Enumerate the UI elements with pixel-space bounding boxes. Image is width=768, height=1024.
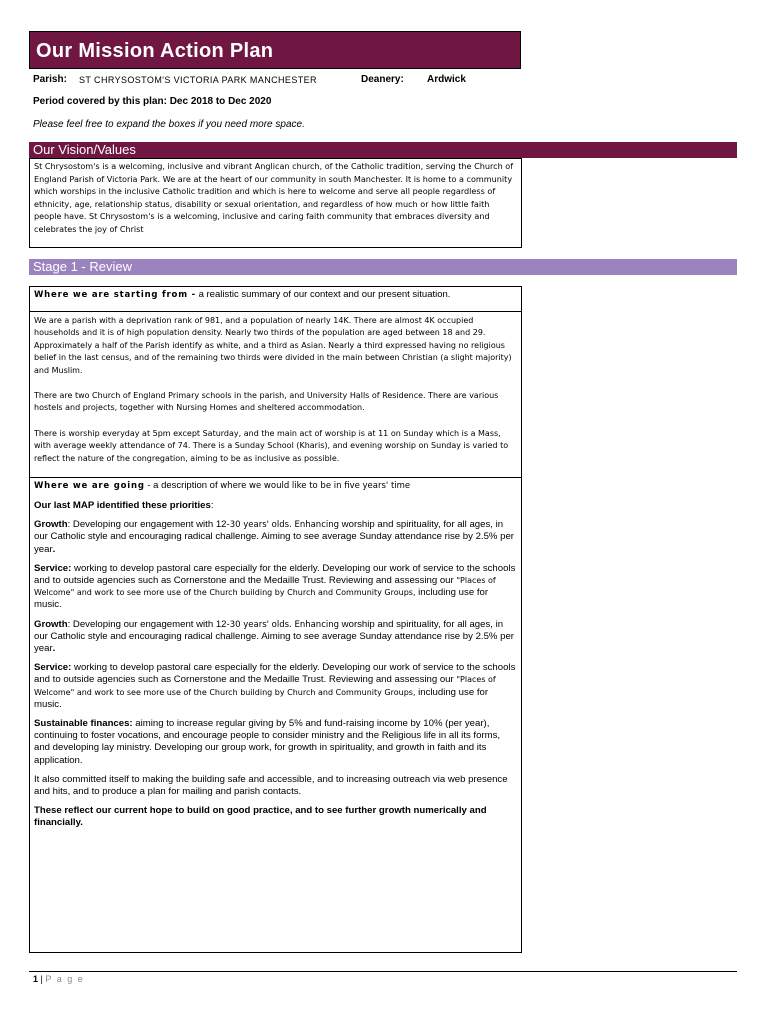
service-text-c-2: including use for music. — [34, 686, 489, 710]
finance-text: aiming to increase regular giving by 5% and fund-raising income by 10% (per year), continuing to foster vocations, and encourage people to consider ministry and the Religious life in all its forms, and developing lay ministry. Developing our group work, for growth in spirituality, and growth in faith and its application. — [34, 718, 501, 766]
vision-text: St Chrysostom's is a welcoming, inclusive and vibrant Anglican church, of the Catholic tradition, serving the Church of England Parish of Victoria Park. We are at the heart of our community in south Manchester. It is home to a community which worships in the inclusive Catholic tradition and which is here to welcome and serve all people regardless of ethnicity, age, relationship status, disability or sexual orientation, and regardless of how much or how little faith people have. St Chrysostom's is a welcoming, inclusive and caring faith community that embraces diversity and celebrates the joy of Christ — [34, 161, 514, 234]
starting-from-label: Where we are starting from - — [34, 290, 196, 300]
closing-text: These reflect our current hope to build on good practice, and to see further growth numerically and financially. — [34, 805, 487, 829]
finance-priority — [34, 718, 517, 767]
period-covered: Period covered by this plan: Dec 2018 to Dec 2020 — [33, 96, 272, 107]
service-priority-1 — [34, 563, 517, 612]
closing-paragraph — [34, 805, 517, 829]
footer-separator: | — [38, 974, 46, 984]
footer-divider — [29, 971, 737, 972]
title-bar — [29, 31, 521, 69]
service-text-c-1: including use for music. — [34, 587, 489, 611]
service-text-a-1: working to develop pastoral care especially for the elderly. Developing our work of service to the schools and to outside agencies such as Cornerstone and the Medaille Trust. Reviewing and assessing our — [34, 562, 516, 587]
context-paragraph-worship: There is worship everyday at 5pm except Saturday, and the main act of worship is at 11 on Sunday which is a Mass, with average weekly attendance of 74. There is a Sunday School (Kharis), and evening worship on Sunday is varied to reflect the nature of the congregation, aiming to be as inclusive as possible. — [34, 428, 509, 463]
where-going-label: Where we are going — [34, 481, 145, 491]
growth-priority-2 — [34, 619, 517, 656]
growth-text-a-1: : Developing our engagement with 12- — [67, 519, 230, 531]
service-text-b-2: "Places of Welcome" and work to see more use of the Church building by Church and Community Groups, — [34, 675, 496, 697]
starting-from-desc: a realistic summary of our context and our present situation. — [195, 289, 451, 300]
starting-from-row — [30, 287, 521, 312]
growth-priority-1 — [34, 519, 517, 556]
growth-text-b-2: 30 years' olds. Enhancing — [229, 619, 340, 630]
service-priority-2 — [34, 662, 517, 711]
parish-row — [33, 74, 67, 85]
vision-box[interactable] — [29, 158, 522, 248]
page-number: 1 — [33, 974, 39, 984]
where-going-heading — [34, 480, 517, 491]
context-paragraph-schools: There are two Church of England Primary schools in the parish, and University Halls of Residence. There are various hostels and projects, together with Nursing Homes and sheltered accommodation. — [34, 391, 499, 413]
where-going-desc-a: - a description of — [144, 480, 221, 491]
service-text-b-1: "Places of Welcome" and work to see more use of the Church building by Church and Community Groups, — [34, 576, 496, 598]
period-wrap — [33, 96, 271, 107]
context-paragraph-population: We are a parish with a deprivation rank of 981, and a population of nearly 14K. There are almost 4K occupied households and it is of high population density. Nearly two thirds of the population are aged between 18 and 29. Approximately a half of the Parish identify as white, and a third as Asian. Nearly a third expressed having no religious belief in the last census, and of the remaining two thirds were divided in the main between Christian (a slight majority) and Muslim. — [34, 316, 512, 375]
service-label-2: Service: — [34, 662, 72, 674]
service-text-a-2: working to develop pastoral care especially for the elderly. Developing our work of service to the schools and to outside agencies such as Cornerstone and the Medaille Trust. Reviewing and assessing our — [34, 662, 516, 686]
growth-label-2: Growth — [34, 618, 68, 630]
priorities-colon: : — [210, 500, 214, 511]
parish-value: ST CHRYSOSTOM'S VICTORIA PARK MANCHESTER — [79, 75, 317, 85]
where-going-desc-b: where we would like to be in five years' time — [220, 481, 411, 491]
deanery-value: Ardwick — [427, 74, 466, 85]
deanery-label-wrap — [361, 74, 404, 85]
growth-text-b-1: 30 years' olds. Enhancing — [229, 520, 340, 531]
deanery-value-wrap — [427, 74, 466, 85]
priorities-intro-text: Our last MAP identified these priorities — [34, 500, 211, 511]
expand-note: Please feel free to expand the boxes if you need more space. — [33, 119, 305, 130]
finance-label: Sustainable finances: — [34, 718, 133, 730]
growth-end-2: . — [52, 643, 56, 655]
where-going-row[interactable] — [30, 478, 521, 831]
vision-section-header: Our Vision/Values — [29, 142, 737, 158]
growth-text-c-1: worship and spirituality, for all ages, in our Catholic style and encouraging radical challenge. Aiming to see average Sunday attendance rise by 2.5% per year — [34, 519, 514, 555]
growth-label-1: Growth — [34, 519, 68, 531]
parish-label: Parish: — [33, 74, 67, 85]
priorities-intro — [34, 500, 517, 512]
context-row[interactable] — [30, 312, 521, 478]
committed-paragraph: It also committed itself to making the building safe and accessible, and to increasing outreach via web presence and hits, and to produce a plan for mailing and parish contacts. — [34, 773, 508, 798]
stage1-section-header: Stage 1 - Review — [29, 259, 737, 275]
page-word: P a g e — [45, 974, 85, 984]
deanery-label: Deanery: — [361, 74, 404, 85]
review-box[interactable] — [29, 286, 522, 953]
growth-end-1: . — [52, 543, 56, 555]
page-title: Our Mission Action Plan — [36, 40, 274, 62]
page-footer — [33, 974, 84, 984]
growth-text-a-2: : Developing our engagement with 12- — [67, 618, 230, 630]
growth-text-c-2: worship and spirituality, for all ages, in our Catholic style and encouraging radical challenge. Aiming to see average Sunday attendance rise by 2.5% per year — [34, 618, 514, 655]
service-label-1: Service: — [34, 562, 72, 574]
